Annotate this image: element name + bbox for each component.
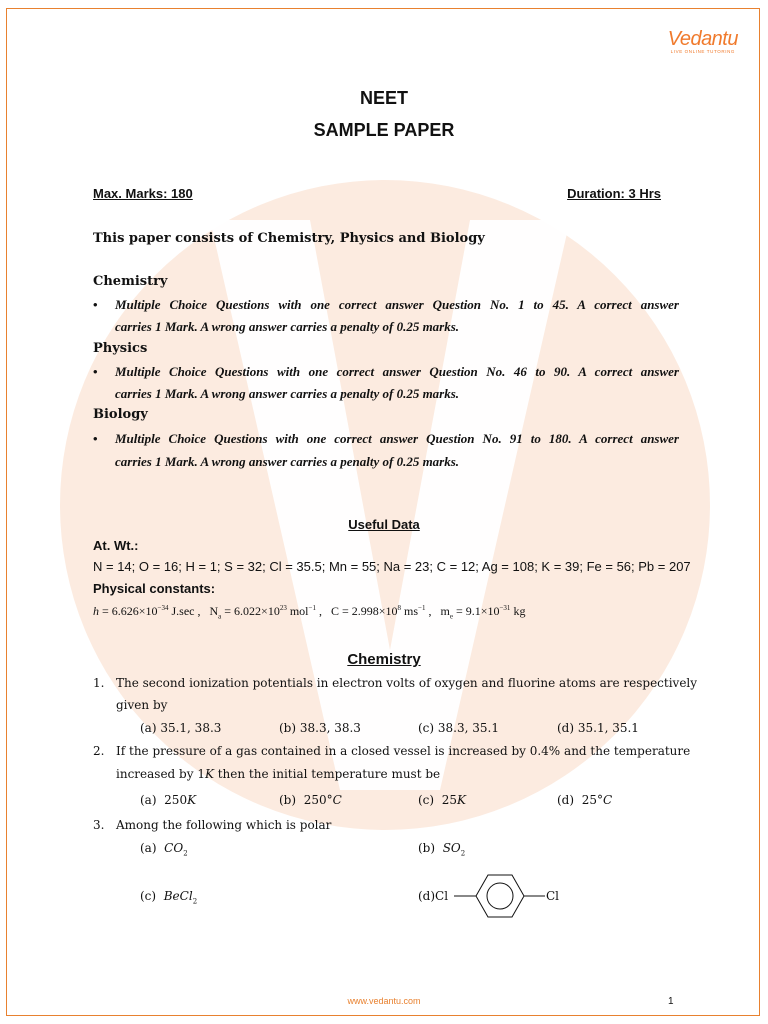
section-physics-line1: • Multiple Choice Questions with one correct answer Question No. 46 to 90. A correct answer xyxy=(93,364,679,379)
q2-option-a: (a) 250K xyxy=(140,793,197,807)
section-biology-heading: Biology xyxy=(93,407,148,422)
section-biology-line1: • Multiple Choice Questions with one correct answer Question No. 91 to 180. A correct answer xyxy=(93,431,679,446)
q3-option-d-label: (d)Cl xyxy=(418,889,449,903)
bullet-icon: • xyxy=(93,364,98,379)
vedantu-logo xyxy=(668,28,738,54)
q2-number: 2. xyxy=(93,744,105,758)
intro-text: This paper consists of Chemistry, Physics and Biology xyxy=(93,231,485,246)
atomic-weights: N = 14; O = 16; H = 1; S = 32; Cl = 35.5; Mn = 55; Na = 23; C = 12; Ag = 108; K = 39; Fe = 56; Pb = 207 xyxy=(93,559,691,574)
q3-option-c: (c) BeCl$_2$ xyxy=(140,889,198,906)
q3-option-d-right: Cl xyxy=(546,889,560,903)
section-chemistry-line2: carries 1 Mark. A wrong answer carries a penalty of 0.25 marks. xyxy=(115,319,460,334)
q3-number: 3. xyxy=(93,818,105,832)
bullet-icon: • xyxy=(93,431,98,446)
q1-option-b: (b) 38.3, 38.3 xyxy=(279,721,361,735)
duration: Duration: 3 Hrs xyxy=(567,186,661,201)
bullet-icon: • xyxy=(93,297,98,312)
q2-option-d: (d) 25°C xyxy=(557,793,613,807)
page-number: 1 xyxy=(668,996,674,1007)
q2-option-c: (c) 25K xyxy=(418,793,466,807)
section-chemistry-line1: • Multiple Choice Questions with one correct answer Question No. 1 to 45. A correct answer xyxy=(93,297,679,312)
chemistry-heading: Chemistry xyxy=(347,651,421,668)
logo-tagline: LIVE ONLINE TUTORING xyxy=(670,49,736,54)
useful-data-heading: Useful Data xyxy=(348,517,420,532)
footer-url[interactable]: www.vedantu.com xyxy=(347,996,421,1006)
section-chemistry-heading: Chemistry xyxy=(93,274,168,289)
q2-option-b: (b) 250°C xyxy=(279,793,342,807)
q1-text-line1: The second ionization potentials in electron volts of oxygen and fluorine atoms are respectively xyxy=(116,676,698,690)
q1-option-d: (d) 35.1, 35.1 xyxy=(557,721,639,735)
max-marks: Max. Marks: 180 xyxy=(93,186,193,201)
q3-option-a: (a) $CO_2$ xyxy=(140,841,188,858)
section-physics-heading: Physics xyxy=(93,341,148,356)
q3-text: Among the following which is polar xyxy=(116,818,332,832)
q1-option-c: (c) 38.3, 35.1 xyxy=(418,721,499,735)
q1-number: 1. xyxy=(93,676,105,690)
physical-constants-label: Physical constants: xyxy=(93,581,216,596)
q2-text-line1: If the pressure of a gas contained in a closed vessel is increased by 0.4% and the temperature xyxy=(116,744,691,758)
q2-text-line2: increased by 1K then the initial temperature must be xyxy=(116,767,441,781)
dichlorobenzene-structure xyxy=(450,870,550,922)
section-biology-line2: carries 1 Mark. A wrong answer carries a penalty of 0.25 marks. xyxy=(115,454,460,469)
logo-wordmark: Vedantu xyxy=(667,28,738,50)
section-physics-line2: carries 1 Mark. A wrong answer carries a penalty of 0.25 marks. xyxy=(115,386,460,401)
physical-constants: $h = 6.626\times 10^{-34}$ J.sec , $N_a = 6.022\times 10^{23}$ mol$^{-1}$ , $C = 2.998\times 10^8$ $ms^{-1}$ , $m_e = 9.1\times 10^{-31}$ kg xyxy=(93,604,526,621)
q3-option-b: (b) $SO_2$ xyxy=(418,841,466,858)
page-subtitle: SAMPLE PAPER xyxy=(313,120,455,140)
q1-option-a: (a) 35.1, 38.3 xyxy=(140,721,222,735)
q1-text-line2: given by xyxy=(116,698,168,712)
atomic-weights-label: At. Wt.: xyxy=(93,538,139,553)
page-title: NEET xyxy=(359,88,408,108)
